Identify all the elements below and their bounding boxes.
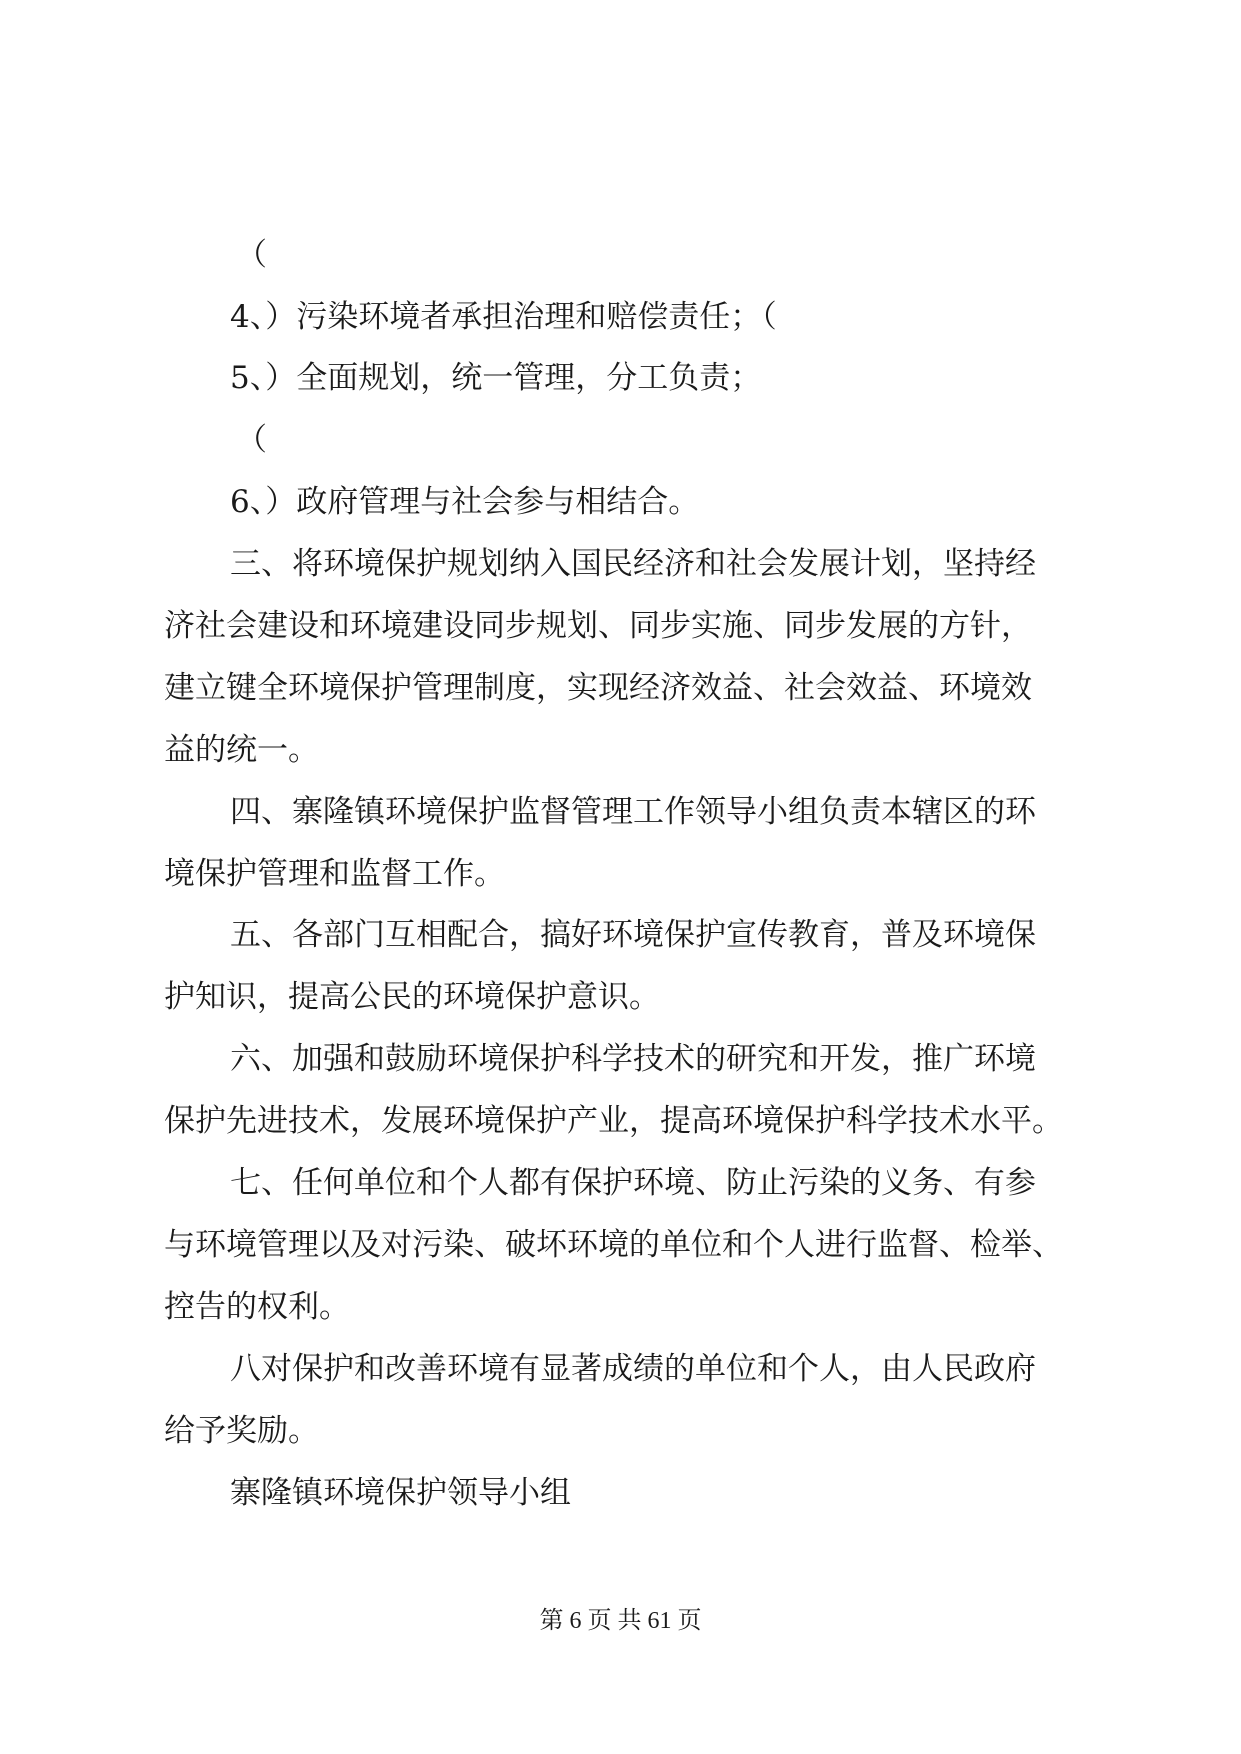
paragraph-line: 5、）全面规划，统一管理，分工负责； <box>230 360 762 396</box>
paragraph-line: 七、任何单位和个人都有保护环境、防止污染的义务、有参 <box>230 1165 1036 1201</box>
page-number-footer: 第 6 页 共 61 页 <box>539 1608 702 1634</box>
paragraph-line: 4、）污染环境者承担治理和赔偿责任；（ <box>230 299 777 335</box>
paragraph-line: （ <box>236 422 267 458</box>
paragraph-line: 三、将环境保护规划纳入国民经济和社会发展计划，坚持经 <box>230 546 1036 582</box>
paragraph-line: 护知识，提高公民的环境保护意识。 <box>164 979 660 1015</box>
paragraph-line: 济社会建设和环境建设同步规划、同步实施、同步发展的方针， <box>164 608 1032 644</box>
paragraph-line: 建立键全环境保护管理制度，实现经济效益、社会效益、环境效 <box>164 670 1032 706</box>
paragraph-line: 给予奖励。 <box>164 1413 319 1449</box>
paragraph-line: 四、寨隆镇环境保护监督管理工作领导小组负责本辖区的环 <box>230 794 1036 830</box>
paragraph-line: 控告的权利。 <box>164 1289 350 1325</box>
paragraph-line: （ <box>236 237 267 273</box>
paragraph-line: 五、各部门互相配合，搞好环境保护宣传教育，普及环境保 <box>230 917 1036 953</box>
paragraph-line: 保护先进技术，发展环境保护产业，提高环境保护科学技术水平。 <box>164 1103 1063 1139</box>
paragraph-line: 益的统一。 <box>164 732 319 768</box>
paragraph-line: 6、）政府管理与社会参与相结合。 <box>230 484 700 520</box>
paragraph-line: 六、加强和鼓励环境保护科学技术的研究和开发，推广环境 <box>230 1041 1036 1077</box>
signature-line: 寨隆镇环境保护领导小组 <box>230 1475 571 1511</box>
paragraph-line: 八对保护和改善环境有显著成绩的单位和个人，由人民政府 <box>230 1351 1036 1387</box>
paragraph-line: 与环境管理以及对污染、破坏环境的单位和个人进行监督、检举、 <box>164 1227 1063 1263</box>
paragraph-line: 境保护管理和监督工作。 <box>164 856 505 892</box>
